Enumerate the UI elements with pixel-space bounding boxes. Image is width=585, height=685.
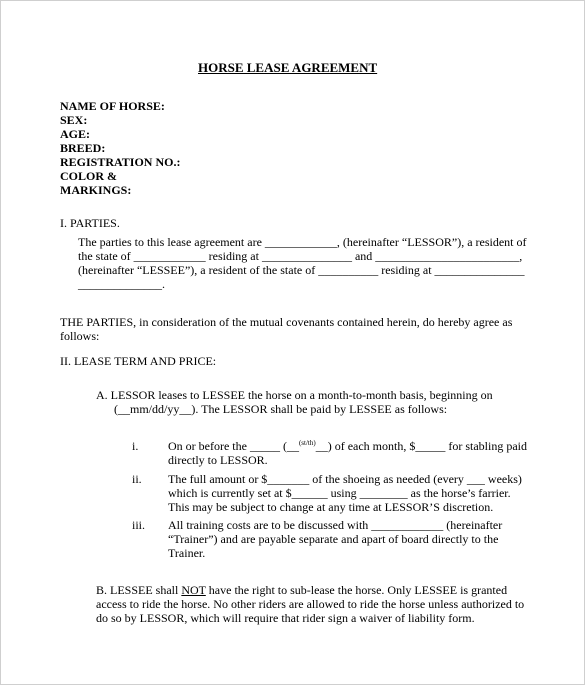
item-line: The full amount or $_______ of the shoeing as needed (every ___ weeks) (168, 472, 522, 486)
field-breed: BREED: (60, 141, 106, 155)
item-line: All training costs are to be discussed with ____________ (hereinafter (168, 518, 503, 532)
clause-b-line: B. LESSEE shall NOT have the right to sub-lease the horse. Only LESSEE is granted (96, 583, 508, 597)
item-line: On or before the _____ (__$^{(st/th)}$__) of each month, $_____ for stabling paid (168, 439, 527, 453)
clause-b-line: access to ride the horse. No other riders are allowed to ride the horse unless authorized to (96, 597, 525, 611)
field-sex: SEX: (60, 113, 88, 127)
section-lease-heading: II. LEASE TERM AND PRICE: (60, 354, 217, 368)
field-markings: MARKINGS: (60, 183, 132, 197)
field-name-of-horse: NAME OF HORSE: (60, 99, 165, 113)
parties-line: (hereinafter “LESSEE”), a resident of the state of __________ residing at _______________ (78, 263, 525, 277)
item-numeral: ii. (132, 472, 142, 486)
parties-line: The parties to this lease agreement are ____________, (hereinafter “LESSOR”), a resident of (78, 235, 527, 249)
field-age: AGE: (60, 127, 90, 141)
parties-line: the state of ____________ residing at _______________ and ________________________, (78, 249, 523, 263)
field-registration-no: REGISTRATION NO.: (60, 155, 181, 169)
item-line: Trainer. (168, 546, 206, 560)
clause-a-line: (__mm/dd/yy__). The LESSOR shall be paid by LESSEE as follows: (114, 402, 448, 416)
clause-a-line: A. LESSOR leases to LESSEE the horse on a month-to-month basis, beginning on (96, 388, 493, 402)
item-line: which is currently set at $______ using ________ as the horse’s farrier. (168, 486, 511, 500)
document-title: HORSE LEASE AGREEMENT (198, 60, 378, 75)
item-numeral: iii. (132, 518, 146, 532)
item-line: directly to LESSOR. (168, 453, 268, 467)
emphasis-not: NOT (181, 583, 206, 597)
item-line: “Trainer”) and are payable separate and apart of board directly to the (168, 532, 499, 546)
consideration-line: follows: (60, 329, 100, 343)
ordinal-superscript: (st/th) (298, 439, 316, 447)
consideration-line: THE PARTIES, in consideration of the mutual covenants contained herein, do hereby agree as (60, 315, 513, 329)
field-color: COLOR & (60, 169, 117, 183)
section-parties-heading: I. PARTIES. (60, 216, 120, 230)
item-numeral: i. (132, 439, 139, 453)
item-line: This may be subject to change at any time at LESSOR’S discretion. (168, 500, 494, 514)
clause-b-line: do so by LESSOR, which will require that rider sign a waiver of liability form. (96, 611, 475, 625)
parties-line: ______________. (78, 277, 165, 291)
